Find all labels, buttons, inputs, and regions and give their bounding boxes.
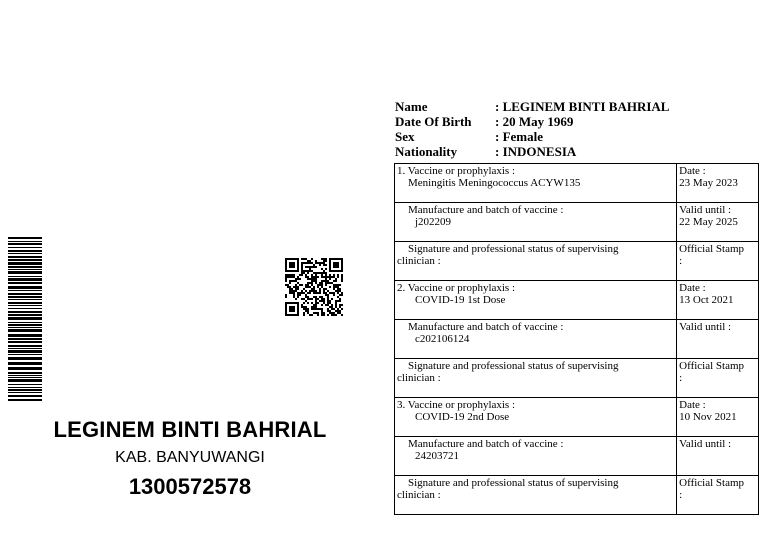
batch-row <box>395 203 759 242</box>
batch-value: j202209 <box>415 216 452 228</box>
batch-row <box>395 437 759 476</box>
vaccine-row <box>395 398 759 437</box>
date-label: Date : <box>679 282 706 294</box>
stamp-cell <box>677 476 759 515</box>
batch-row <box>395 320 759 359</box>
valid-label: Valid until : <box>679 204 732 216</box>
batch-value: 24203721 <box>415 450 459 462</box>
detail-row-dob <box>395 114 669 129</box>
detail-value: : INDONESIA <box>495 144 577 159</box>
card-id-number: 1300572578 <box>128 474 252 499</box>
valid-label: Valid until : <box>679 438 732 450</box>
signature-label: Signature and professional status of supervising <box>408 243 619 255</box>
date-cell <box>677 398 759 437</box>
stamp-value: : <box>679 489 683 501</box>
signature-cell <box>395 359 677 398</box>
vaccine-name: Meningitis Meningococcus ACYW135 <box>408 177 581 189</box>
qr-code-icon <box>285 258 343 316</box>
detail-value: : Female <box>495 129 544 144</box>
date-cell <box>677 164 759 203</box>
date-cell <box>677 281 759 320</box>
stamp-value: : <box>679 372 683 384</box>
valid-value: 22 May 2025 <box>679 216 738 228</box>
detail-label: Date Of Birth <box>395 114 472 129</box>
signature-label-cont: clinician : <box>397 372 441 384</box>
card-holder-name: LEGINEM BINTI BAHRIAL <box>53 417 327 442</box>
batch-label: Manufacture and batch of vaccine : <box>408 321 564 333</box>
date-label: Date : <box>679 165 706 177</box>
barcode-icon <box>8 237 42 402</box>
stamp-label: Official Stamp <box>679 360 745 372</box>
date-value: 23 May 2023 <box>679 177 738 189</box>
signature-label: Signature and professional status of supervising <box>408 360 619 372</box>
signature-row <box>395 476 759 515</box>
batch-label: Manufacture and batch of vaccine : <box>408 204 564 216</box>
stamp-label: Official Stamp <box>679 477 745 489</box>
detail-row-name <box>395 99 669 114</box>
date-value: 10 Nov 2021 <box>679 411 737 423</box>
detail-row-sex <box>395 129 669 144</box>
valid-cell <box>677 203 759 242</box>
detail-row-nationality <box>395 144 669 159</box>
detail-label: Sex <box>395 129 415 144</box>
vaccine-name: COVID-19 1st Dose <box>415 294 506 306</box>
stamp-cell <box>677 359 759 398</box>
signature-cell <box>395 242 677 281</box>
batch-value: c202106124 <box>415 333 470 345</box>
vaccine-row <box>395 281 759 320</box>
vaccine-label: 3. Vaccine or prophylaxis : <box>397 399 516 411</box>
signature-cell <box>395 476 677 515</box>
batch-cell <box>395 437 677 476</box>
card-region: KAB. BANYUWANGI <box>115 449 265 466</box>
vaccine-label: 2. Vaccine or prophylaxis : <box>397 282 516 294</box>
vaccine-label: 1. Vaccine or prophylaxis : <box>397 165 516 177</box>
vaccine-name: COVID-19 2nd Dose <box>415 411 510 423</box>
valid-label: Valid until : <box>679 321 732 333</box>
signature-label: Signature and professional status of supervising <box>408 477 619 489</box>
batch-cell <box>395 320 677 359</box>
detail-value: : 20 May 1969 <box>495 114 574 129</box>
vaccine-row <box>395 164 759 203</box>
signature-row <box>395 242 759 281</box>
date-label: Date : <box>679 399 706 411</box>
signature-label-cont: clinician : <box>397 255 441 267</box>
valid-cell <box>677 437 759 476</box>
detail-label: Name <box>395 99 428 114</box>
vaccination-table <box>394 163 759 515</box>
valid-cell <box>677 320 759 359</box>
stamp-value: : <box>679 255 683 267</box>
detail-value: : LEGINEM BINTI BAHRIAL <box>495 99 670 114</box>
personal-details <box>395 99 669 159</box>
date-value: 13 Oct 2021 <box>679 294 734 306</box>
vaccine-cell <box>395 281 677 320</box>
signature-label-cont: clinician : <box>397 489 441 501</box>
batch-label: Manufacture and batch of vaccine : <box>408 438 564 450</box>
stamp-label: Official Stamp <box>679 243 745 255</box>
vaccine-cell <box>395 398 677 437</box>
signature-row <box>395 359 759 398</box>
detail-label: Nationality <box>395 144 458 159</box>
batch-cell <box>395 203 677 242</box>
vaccine-cell <box>395 164 677 203</box>
stamp-cell <box>677 242 759 281</box>
